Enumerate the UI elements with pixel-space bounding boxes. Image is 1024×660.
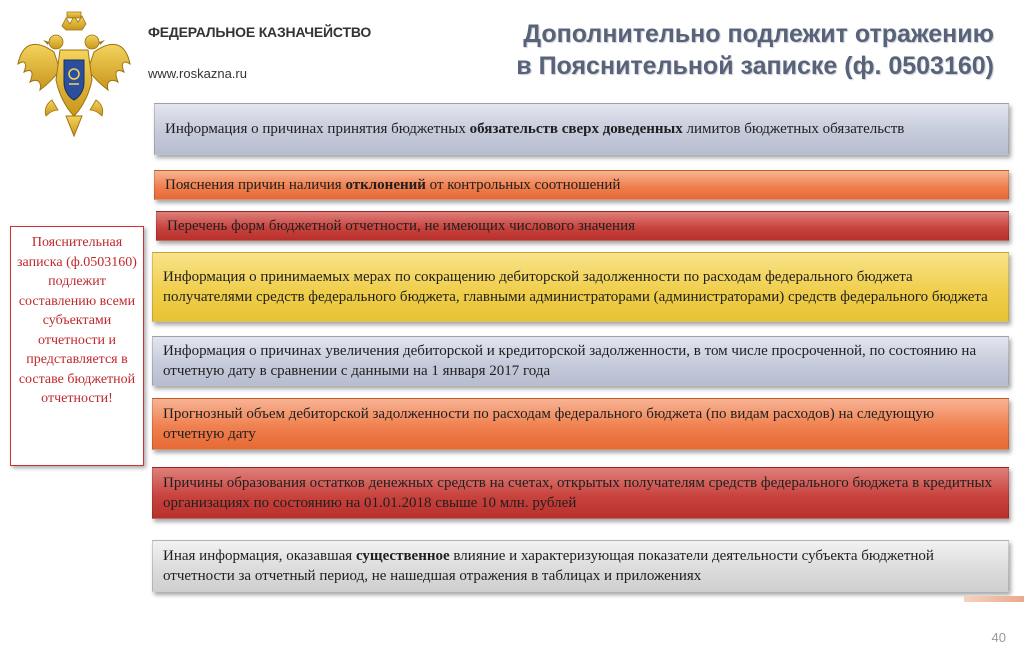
double-headed-eagle-emblem-icon	[14, 8, 134, 148]
info-item-8	[152, 540, 1009, 592]
organization-website: www.roskazna.ru	[148, 66, 247, 81]
slide-title	[516, 18, 994, 82]
info-item-5	[152, 336, 1009, 386]
footer-accent-bar	[964, 596, 1024, 602]
organization-name: ФЕДЕРАЛЬНОЕ КАЗНАЧЕЙСТВО	[148, 24, 372, 40]
side-note-text: Пояснительная записка (ф.0503160) подлежит составлению всеми субъектами отчетности и представляется в составе бюджетной отчетности!	[17, 235, 137, 406]
slide-title-line-1: Дополнительно подлежит отражению	[523, 20, 994, 48]
info-item-7	[152, 467, 1009, 519]
info-item-6-text: Прогнозный объем дебиторской задолженности по расходам федерального бюджета (по видам расходов) на следующую отчетную дату	[163, 406, 935, 442]
side-note-box	[10, 226, 144, 466]
info-item-1-text: Информация о причинах принятия бюджетных обязательств сверх доведенных лимитов бюджетных обязательств	[165, 121, 905, 137]
info-item-3	[156, 211, 1009, 241]
info-item-2	[154, 170, 1009, 200]
info-item-8-text: Иная информация, оказавшая существенное влияние и характеризующая показатели деятельности субъекта бюджетной отчетности за отчетный период, не нашедшая отражения в таблицах и приложениях	[163, 548, 934, 584]
info-item-1	[154, 103, 1009, 155]
info-item-3-text: Перечень форм бюджетной отчетности, не имеющих числового значения	[167, 218, 636, 234]
page-number: 40	[991, 630, 1006, 645]
slide-title-line-2: в Пояснительной записке (ф. 0503160)	[516, 52, 994, 80]
info-item-5-text: Информация о причинах увеличения дебиторской и кредиторской задолженности, в том числе просроченной, по состоянию на отчетную дату в сравнении с данными на 1 января 2017 года	[163, 343, 977, 379]
info-item-4-text: Информация о принимаемых мерах по сокращению дебиторской задолженности по расходам федерального бюджета получателями средств федерального бюджета, главными администраторами (администраторами) средств федерального бюджета	[163, 269, 988, 305]
info-item-6	[152, 398, 1009, 450]
info-item-2-text: Пояснения причин наличия отклонений от контрольных соотношений	[165, 177, 621, 193]
info-item-4	[152, 252, 1009, 322]
info-item-7-text: Причины образования остатков денежных средств на счетах, открытых получателям средств федерального бюджета в кредитных организациях по состоянию на 01.01.2018 свыше 10 млн. рублей	[163, 475, 993, 511]
